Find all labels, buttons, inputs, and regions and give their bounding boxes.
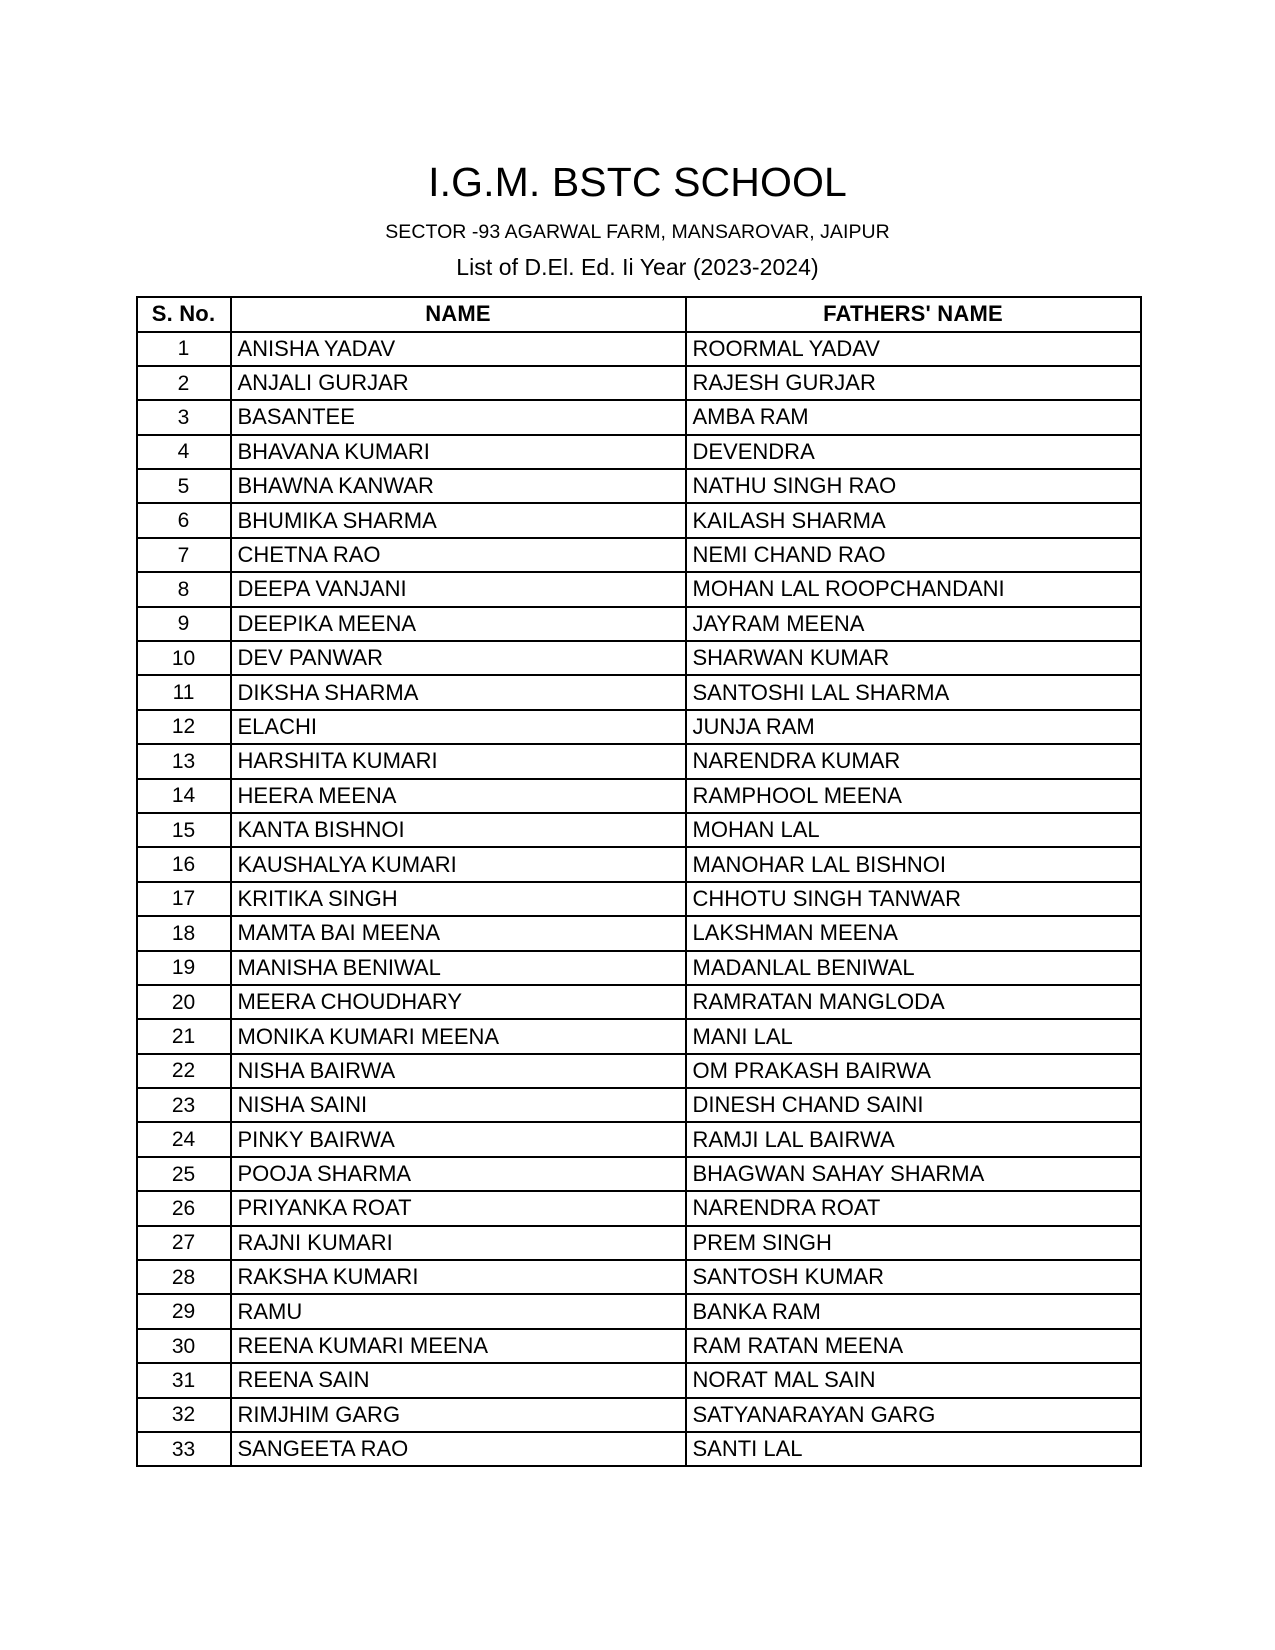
- cell-fathers-name: DEVENDRA: [686, 435, 1141, 469]
- cell-fathers-name: RAMPHOOL MEENA: [686, 779, 1141, 813]
- cell-fathers-name: RAMRATAN MANGLODA: [686, 985, 1141, 1019]
- cell-fathers-name: MADANLAL BENIWAL: [686, 951, 1141, 985]
- school-address: SECTOR -93 AGARWAL FARM, MANSAROVAR, JAIPUR: [385, 221, 890, 243]
- cell-student-name: DIKSHA SHARMA: [231, 675, 686, 709]
- table-row: [137, 1294, 1141, 1328]
- cell-student-name: REENA KUMARI MEENA: [231, 1329, 686, 1363]
- cell-fathers-name: AMBA RAM: [686, 400, 1141, 434]
- table-header-row: [137, 297, 1141, 332]
- cell-student-name: KANTA BISHNOI: [231, 813, 686, 847]
- column-header-name: NAME: [231, 297, 686, 332]
- table-row: [137, 1260, 1141, 1294]
- cell-fathers-name: LAKSHMAN MEENA: [686, 916, 1141, 950]
- cell-serial-number: 18: [137, 916, 231, 950]
- cell-serial-number: 6: [137, 503, 231, 537]
- cell-fathers-name: RAM RATAN MEENA: [686, 1329, 1141, 1363]
- cell-serial-number: 8: [137, 572, 231, 606]
- cell-fathers-name: OM PRAKASH BAIRWA: [686, 1054, 1141, 1088]
- cell-serial-number: 21: [137, 1019, 231, 1053]
- cell-serial-number: 23: [137, 1088, 231, 1122]
- cell-serial-number: 26: [137, 1191, 231, 1225]
- table-header: [137, 297, 1141, 332]
- cell-student-name: NISHA SAINI: [231, 1088, 686, 1122]
- table-row: [137, 641, 1141, 675]
- cell-serial-number: 27: [137, 1226, 231, 1260]
- cell-serial-number: 22: [137, 1054, 231, 1088]
- cell-serial-number: 4: [137, 435, 231, 469]
- cell-fathers-name: NARENDRA ROAT: [686, 1191, 1141, 1225]
- cell-student-name: NISHA BAIRWA: [231, 1054, 686, 1088]
- column-header-serial-number: S. No.: [137, 297, 231, 332]
- table-row: [137, 435, 1141, 469]
- cell-serial-number: 28: [137, 1260, 231, 1294]
- cell-serial-number: 7: [137, 538, 231, 572]
- cell-student-name: BASANTEE: [231, 400, 686, 434]
- table-row: [137, 366, 1141, 400]
- cell-student-name: ELACHI: [231, 710, 686, 744]
- cell-student-name: POOJA SHARMA: [231, 1157, 686, 1191]
- cell-fathers-name: RAJESH GURJAR: [686, 366, 1141, 400]
- cell-fathers-name: BHAGWAN SAHAY SHARMA: [686, 1157, 1141, 1191]
- cell-fathers-name: RAMJI LAL BAIRWA: [686, 1122, 1141, 1156]
- table-row: [137, 985, 1141, 1019]
- cell-serial-number: 14: [137, 779, 231, 813]
- table-row: [137, 1122, 1141, 1156]
- table-row: [137, 400, 1141, 434]
- cell-serial-number: 10: [137, 641, 231, 675]
- cell-student-name: DEV PANWAR: [231, 641, 686, 675]
- table-row: [137, 779, 1141, 813]
- cell-fathers-name: SATYANARAYAN GARG: [686, 1398, 1141, 1432]
- cell-student-name: RAJNI KUMARI: [231, 1226, 686, 1260]
- cell-student-name: BHAVANA KUMARI: [231, 435, 686, 469]
- cell-student-name: REENA SAIN: [231, 1363, 686, 1397]
- cell-student-name: RIMJHIM GARG: [231, 1398, 686, 1432]
- cell-fathers-name: MANI LAL: [686, 1019, 1141, 1053]
- table-row: [137, 1019, 1141, 1053]
- table-row: [137, 469, 1141, 503]
- cell-student-name: MONIKA KUMARI MEENA: [231, 1019, 686, 1053]
- cell-student-name: MAMTA BAI MEENA: [231, 916, 686, 950]
- cell-serial-number: 20: [137, 985, 231, 1019]
- table-row: [137, 916, 1141, 950]
- school-title: I.G.M. BSTC SCHOOL: [428, 159, 847, 205]
- table-row: [137, 1363, 1141, 1397]
- cell-fathers-name: SANTI LAL: [686, 1432, 1141, 1466]
- table-row: [137, 1157, 1141, 1191]
- cell-serial-number: 2: [137, 366, 231, 400]
- column-header-fathers-name: FATHERS' NAME: [686, 297, 1141, 332]
- cell-serial-number: 31: [137, 1363, 231, 1397]
- table-row: [137, 710, 1141, 744]
- cell-serial-number: 32: [137, 1398, 231, 1432]
- cell-student-name: KRITIKA SINGH: [231, 882, 686, 916]
- cell-fathers-name: SHARWAN KUMAR: [686, 641, 1141, 675]
- cell-serial-number: 1: [137, 332, 231, 366]
- cell-serial-number: 33: [137, 1432, 231, 1466]
- cell-student-name: DEEPA VANJANI: [231, 572, 686, 606]
- cell-fathers-name: NATHU SINGH RAO: [686, 469, 1141, 503]
- table-row: [137, 572, 1141, 606]
- table-row: [137, 813, 1141, 847]
- table-row: [137, 1226, 1141, 1260]
- cell-student-name: MEERA CHOUDHARY: [231, 985, 686, 1019]
- cell-serial-number: 13: [137, 744, 231, 778]
- cell-serial-number: 9: [137, 607, 231, 641]
- cell-student-name: MANISHA BENIWAL: [231, 951, 686, 985]
- document-heading: [0, 0, 1275, 279]
- cell-student-name: DEEPIKA MEENA: [231, 607, 686, 641]
- cell-student-name: PINKY BAIRWA: [231, 1122, 686, 1156]
- cell-student-name: RAMU: [231, 1294, 686, 1328]
- cell-serial-number: 25: [137, 1157, 231, 1191]
- table-row: [137, 675, 1141, 709]
- cell-student-name: CHETNA RAO: [231, 538, 686, 572]
- table-row: [137, 847, 1141, 881]
- table-body: [137, 332, 1141, 1467]
- table-row: [137, 951, 1141, 985]
- list-subtitle: List of D.El. Ed. Ii Year (2023-2024): [456, 253, 819, 280]
- table-row: [137, 882, 1141, 916]
- cell-fathers-name: NORAT MAL SAIN: [686, 1363, 1141, 1397]
- table-row: [137, 538, 1141, 572]
- cell-serial-number: 3: [137, 400, 231, 434]
- cell-fathers-name: JUNJA RAM: [686, 710, 1141, 744]
- table-row: [137, 1398, 1141, 1432]
- cell-fathers-name: SANTOSH KUMAR: [686, 1260, 1141, 1294]
- cell-serial-number: 29: [137, 1294, 231, 1328]
- table-row: [137, 744, 1141, 778]
- cell-fathers-name: SANTOSHI LAL SHARMA: [686, 675, 1141, 709]
- cell-serial-number: 24: [137, 1122, 231, 1156]
- cell-fathers-name: NARENDRA KUMAR: [686, 744, 1141, 778]
- cell-fathers-name: KAILASH SHARMA: [686, 503, 1141, 537]
- table-row: [137, 1191, 1141, 1225]
- cell-fathers-name: MANOHAR LAL BISHNOI: [686, 847, 1141, 881]
- table-row: [137, 607, 1141, 641]
- cell-serial-number: 15: [137, 813, 231, 847]
- cell-student-name: SANGEETA RAO: [231, 1432, 686, 1466]
- cell-student-name: BHAWNA KANWAR: [231, 469, 686, 503]
- cell-serial-number: 17: [137, 882, 231, 916]
- cell-fathers-name: ROORMAL YADAV: [686, 332, 1141, 366]
- cell-serial-number: 30: [137, 1329, 231, 1363]
- cell-serial-number: 12: [137, 710, 231, 744]
- cell-fathers-name: JAYRAM MEENA: [686, 607, 1141, 641]
- table-row: [137, 332, 1141, 366]
- table-row: [137, 503, 1141, 537]
- table-row: [137, 1432, 1141, 1466]
- cell-serial-number: 11: [137, 675, 231, 709]
- cell-serial-number: 16: [137, 847, 231, 881]
- cell-student-name: HARSHITA KUMARI: [231, 744, 686, 778]
- table-row: [137, 1088, 1141, 1122]
- roster-table-container: [136, 279, 1140, 1468]
- cell-serial-number: 19: [137, 951, 231, 985]
- cell-student-name: BHUMIKA SHARMA: [231, 503, 686, 537]
- cell-fathers-name: DINESH CHAND SAINI: [686, 1088, 1141, 1122]
- student-roster-table: [136, 296, 1142, 1468]
- cell-student-name: RAKSHA KUMARI: [231, 1260, 686, 1294]
- cell-fathers-name: MOHAN LAL: [686, 813, 1141, 847]
- cell-fathers-name: NEMI CHAND RAO: [686, 538, 1141, 572]
- table-row: [137, 1329, 1141, 1363]
- cell-student-name: KAUSHALYA KUMARI: [231, 847, 686, 881]
- cell-fathers-name: BANKA RAM: [686, 1294, 1141, 1328]
- cell-fathers-name: MOHAN LAL ROOPCHANDANI: [686, 572, 1141, 606]
- table-row: [137, 1054, 1141, 1088]
- cell-student-name: PRIYANKA ROAT: [231, 1191, 686, 1225]
- cell-student-name: ANJALI GURJAR: [231, 366, 686, 400]
- cell-student-name: HEERA MEENA: [231, 779, 686, 813]
- cell-fathers-name: PREM SINGH: [686, 1226, 1141, 1260]
- cell-serial-number: 5: [137, 469, 231, 503]
- cell-student-name: ANISHA YADAV: [231, 332, 686, 366]
- cell-fathers-name: CHHOTU SINGH TANWAR: [686, 882, 1141, 916]
